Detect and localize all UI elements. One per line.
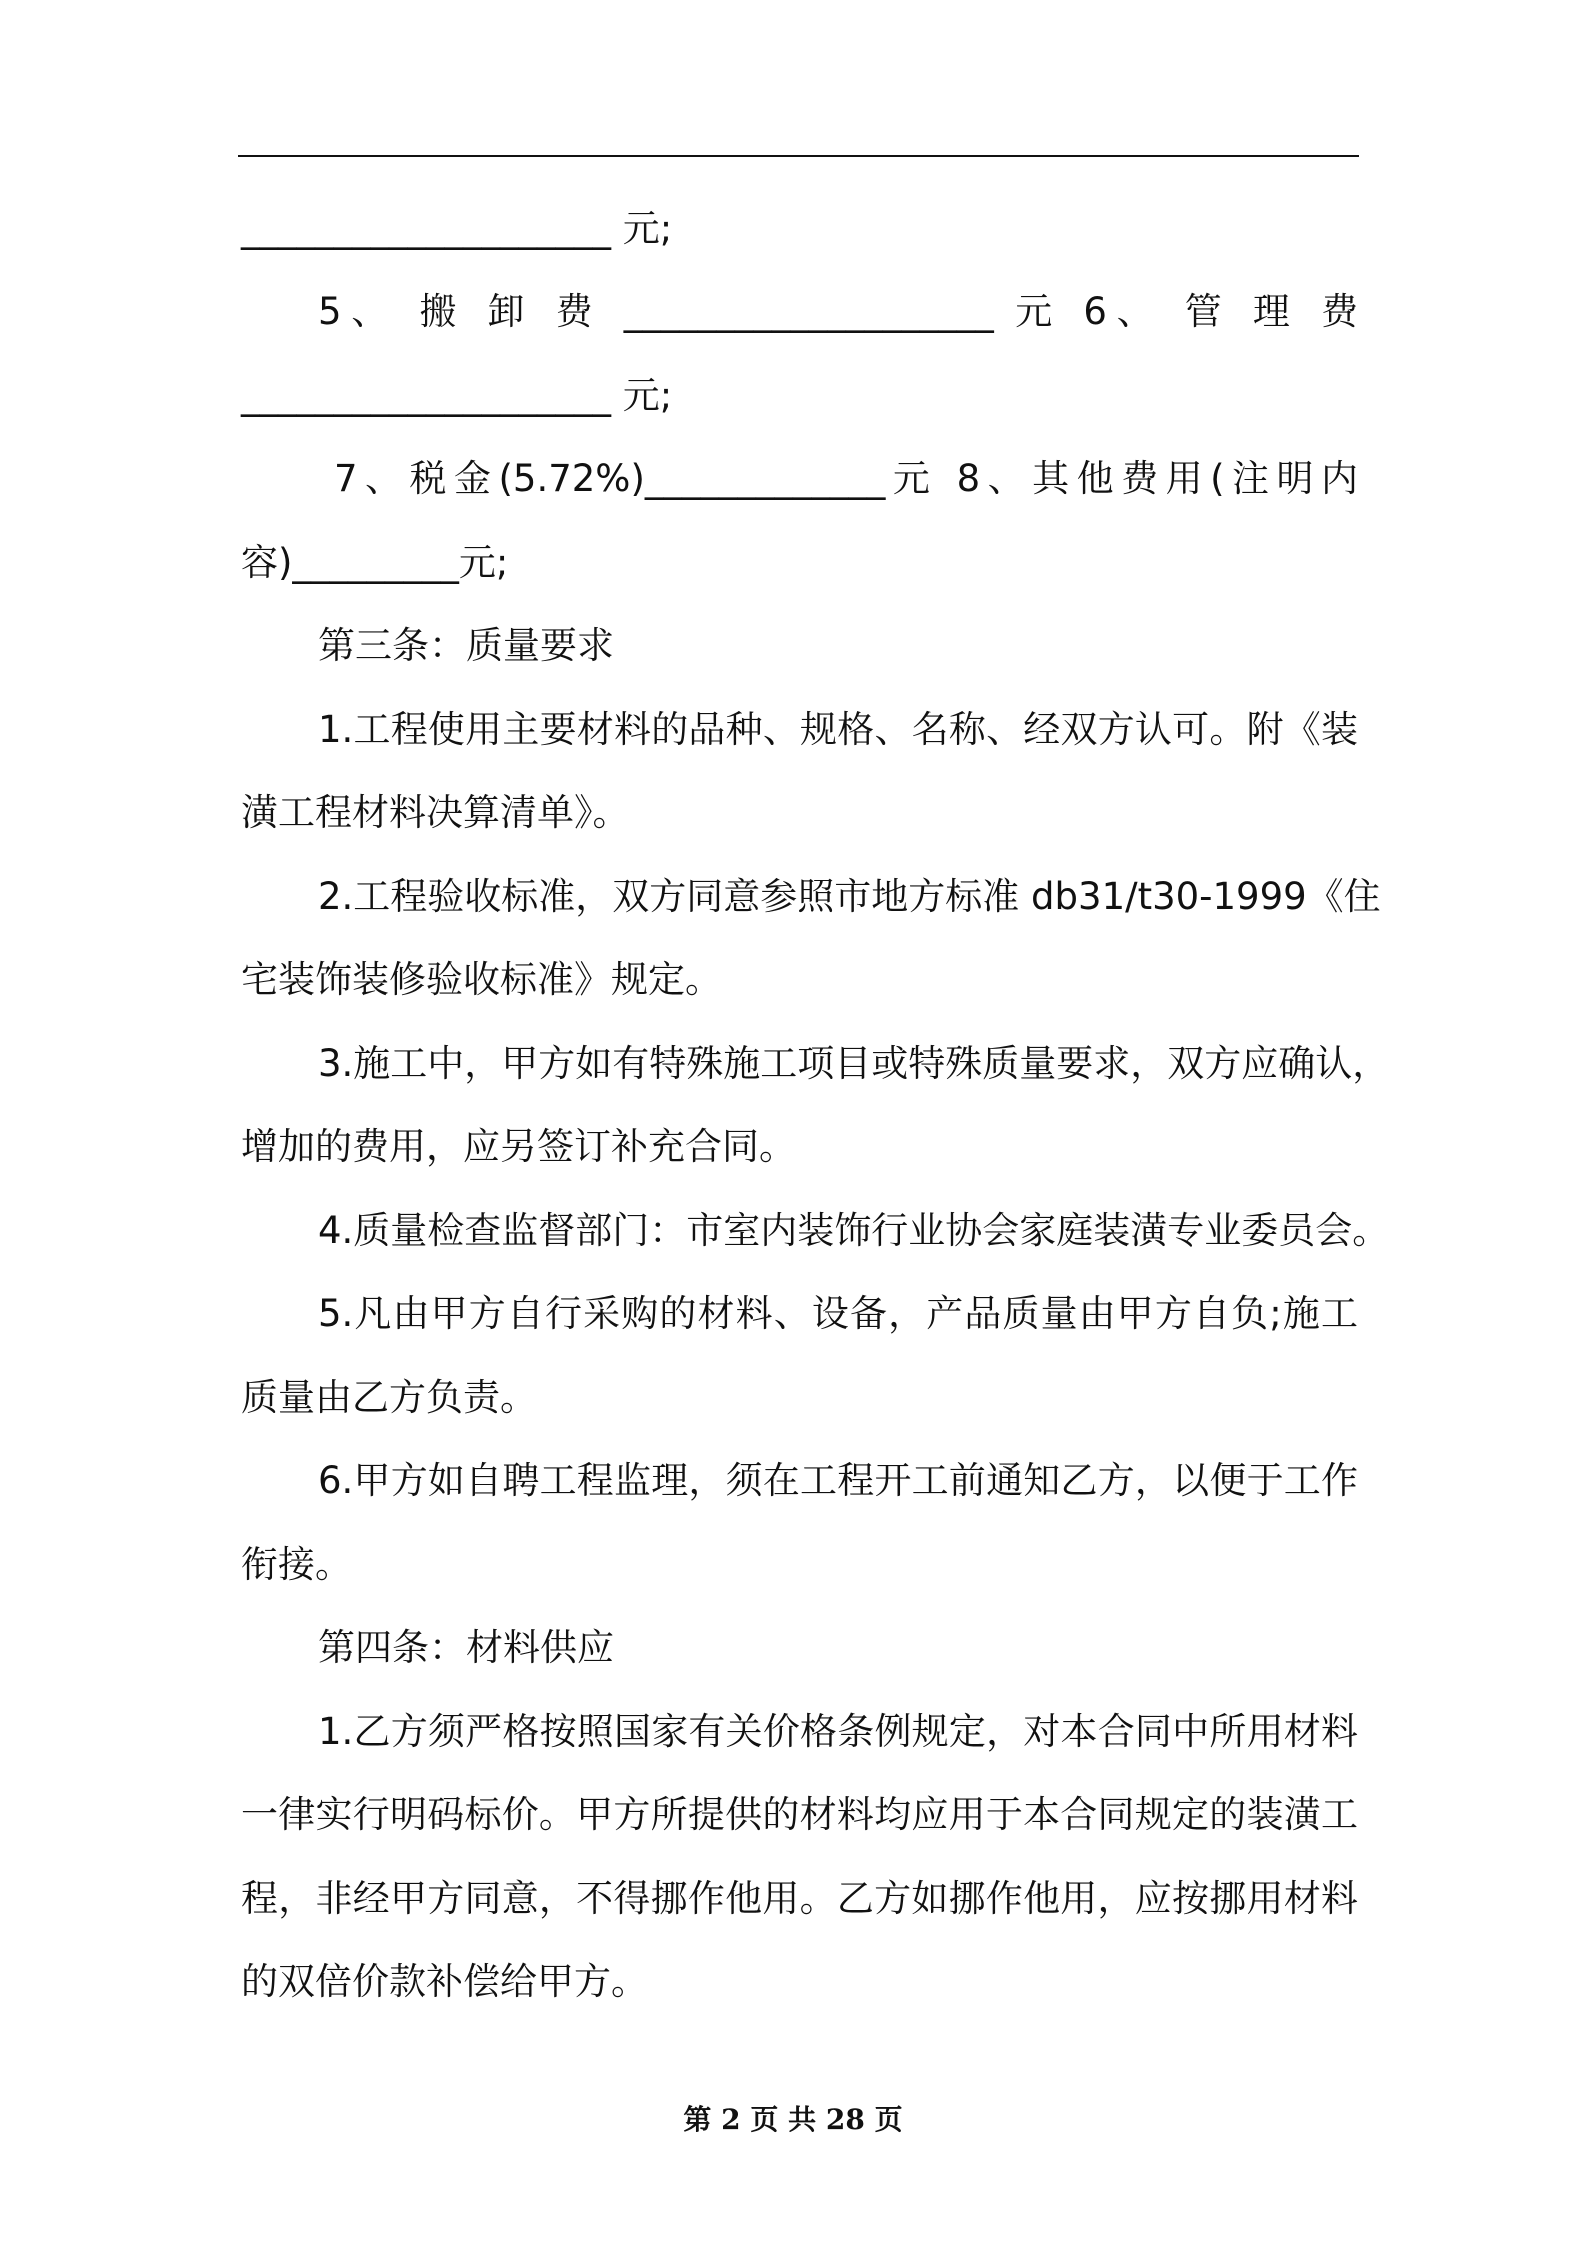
paragraph-line: 质量由乙方负责。: [241, 1376, 537, 1419]
fee-item-8-cont: 容)_________元;: [241, 541, 509, 584]
paragraph-line: 2.工程验收标准，双方同意参照市地方标准 db31/t30-1999《住: [318, 875, 1381, 918]
fee-blank-line: ____________________ 元;: [241, 207, 673, 250]
paragraph-line: 3.施工中，甲方如有特殊施工项目或特殊质量要求，双方应确认，: [318, 1042, 1390, 1085]
paragraph-line: 1.工程使用主要材料的品种、规格、名称、经双方认可。附《装: [318, 708, 1358, 751]
paragraph-line: 4.质量检查监督部门：市室内装饰行业协会家庭装潢专业委员会。: [318, 1209, 1390, 1252]
paragraph-line: 程，非经甲方同意，不得挪作他用。乙方如挪作他用，应按挪用材料: [241, 1877, 1358, 1920]
paragraph-line: 潢工程材料决算清单》。: [241, 791, 630, 834]
paragraph-line: 增加的费用，应另签订补充合同。: [241, 1125, 796, 1168]
header-rule: [238, 155, 1359, 157]
paragraph-line: 一律实行明码标价。甲方所提供的材料均应用于本合同规定的装潢工: [241, 1793, 1358, 1836]
paragraph-line: 1.乙方须严格按照国家有关价格条例规定，对本合同中所用材料: [318, 1710, 1358, 1753]
paragraph-line: 宅装饰装修验收标准》规定。: [241, 958, 722, 1001]
paragraph-line: 5.凡由甲方自行采购的材料、设备，产品质量由甲方自负;施工: [318, 1292, 1358, 1335]
fee-item-7-8: 7、税金(5.72%)_____________元 8、其他费用(注明内: [334, 457, 1358, 500]
paragraph-line: 的双倍价款补偿给甲方。: [241, 1960, 648, 2003]
section-heading-quality: 第三条：质量要求: [318, 624, 614, 667]
paragraph-line: 衔接。: [241, 1543, 352, 1586]
fee-blank-line: ____________________ 元;: [241, 374, 673, 417]
section-heading-materials: 第四条：材料供应: [318, 1626, 614, 1669]
paragraph-line: 6.甲方如自聘工程监理，须在工程开工前通知乙方，以便于工作: [318, 1459, 1358, 1502]
fee-item-5-6: 5、 搬 卸 费 ____________________ 元 6、 管 理 费: [318, 290, 1358, 333]
page-number-footer: 第 2 页 共 28 页: [683, 2103, 903, 2136]
